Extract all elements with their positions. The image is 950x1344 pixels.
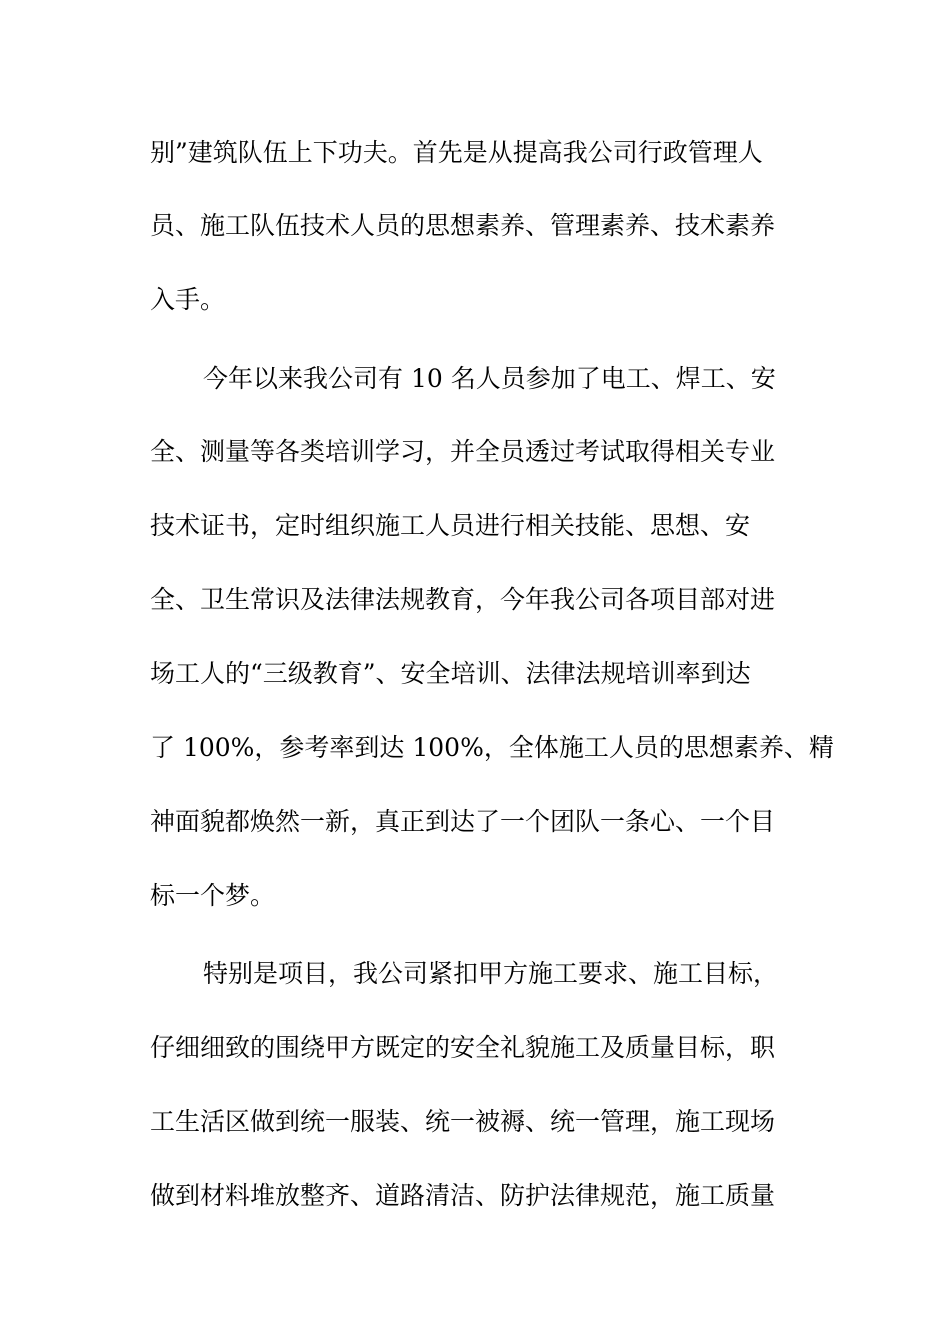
paragraph-line: 入手。 xyxy=(150,285,226,314)
paragraph-line: 全、卫生常识及法律法规教育，今年我公司各项目部对进 xyxy=(150,585,776,614)
paragraph-line: 今年以来我公司有 10 名人员参加了电工、焊工、安 xyxy=(203,364,776,393)
paragraph-line: 特别是项目，我公司紧扣甲方施工要求、施工目标， xyxy=(203,959,779,988)
paragraph-line: 仔细细致的围绕甲方既定的安全礼貌施工及质量目标，职 xyxy=(150,1033,776,1062)
paragraph-line: 了 100%，参考率到达 100%，全体施工人员的思想素养、精 xyxy=(150,733,834,762)
paragraph-line: 全、测量等各类培训学习，并全员透过考试取得相关专业 xyxy=(150,437,776,466)
paragraph-line: 技术证书，定时组织施工人员进行相关技能、思想、安 xyxy=(150,511,751,540)
paragraph-line: 神面貌都焕然一新，真正到达了一个团队一条心、一个目 xyxy=(150,807,776,836)
paragraph-line: 做到材料堆放整齐、道路清洁、防护法律规范，施工质量 xyxy=(150,1181,776,1210)
paragraph-line: 员、施工队伍技术人员的思想素养、管理素养、技术素养 xyxy=(150,211,776,240)
paragraph-line: 标一个梦。 xyxy=(150,881,276,910)
paragraph-line: 工生活区做到统一服装、统一被褥、统一管理，施工现场 xyxy=(150,1107,776,1136)
paragraph-line: 别”建筑队伍上下功夫。首先是从提高我公司行政管理人 xyxy=(150,138,763,167)
paragraph-line: 场工人的“三级教育”、安全培训、法律法规培训率到达 xyxy=(150,659,751,688)
